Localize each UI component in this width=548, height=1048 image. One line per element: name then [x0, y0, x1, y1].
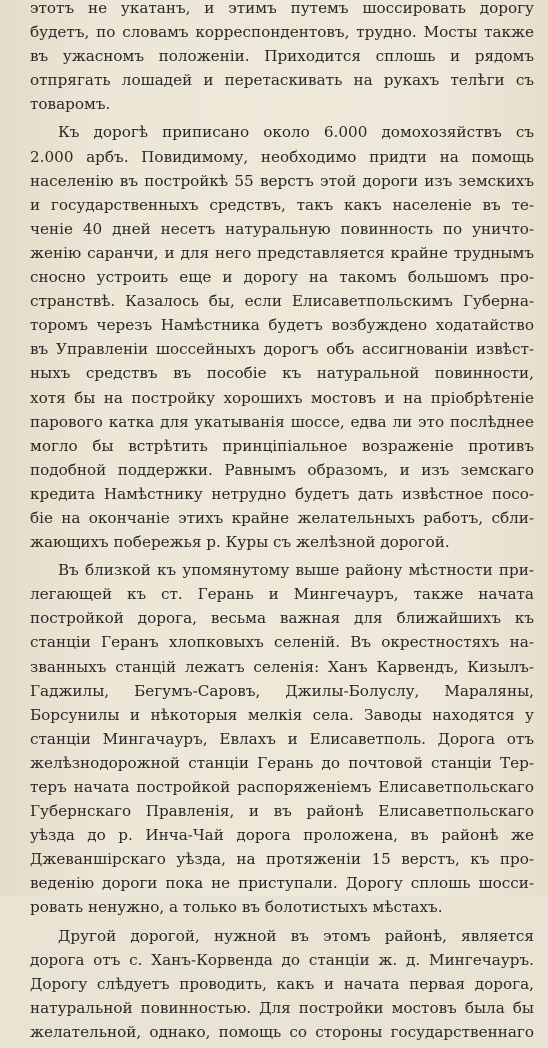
text-line: Дорогу слѣдуетъ проводить, какъ и начата первая дорога,: [30, 974, 534, 993]
text-line: веденiю дороги пока не приступали. Дорогу сплошь шосси-: [30, 874, 534, 893]
text-line: въ ужасномъ положенiи. Приходится сплошь и рядомъ: [30, 47, 534, 66]
text-line: желательной, однако, помощь со стороны государственнаго: [30, 1022, 534, 1041]
text-line: отпрягать лошадей и перетаскивать на рукахъ телѣги съ: [30, 71, 534, 90]
text-line: желѣзнодорожной станцiи Герань до почтовой станцiи Тер-: [30, 753, 534, 772]
paragraph-4: [30, 924, 534, 1044]
text-line: этотъ не укатанъ, и этимъ путемъ шоссировать дорогу: [30, 0, 534, 17]
text-line: женiю саранчи, и для него представляется крайне труднымъ: [30, 243, 534, 262]
text-line: населенiю въ постройкѣ 55 верстъ этой дороги изъ земскихъ: [30, 171, 534, 190]
text-line: въ Управленiи шоссейныхъ дорогъ объ ассигнованiи извѣст-: [30, 340, 534, 359]
text-line: ныхъ средствъ въ пособiе къ натуральной повинности,: [30, 364, 534, 383]
text-line: и государственныхъ средствъ, такъ какъ населенiе въ те-: [30, 195, 534, 214]
text-line: жающихъ побережья р. Куры съ желѣзной дорогой.: [30, 533, 450, 552]
text-line: торомъ черезъ Намѣстника будетъ возбуждено ходатайство: [30, 316, 534, 335]
text-line: бiе на окончанiе этихъ крайне желательныхъ работъ, сбли-: [30, 508, 534, 527]
text-line: сносно устроить еще и дорогу на такомъ большомъ про-: [30, 268, 534, 287]
text-line: Джеваншірскаго уѣзда, на протяженiи 15 верстъ, къ про-: [30, 850, 534, 869]
text-line: Къ дорогѣ приписано около 6.000 домохозяйствъ съ: [58, 123, 534, 142]
text-line: Другой дорогой, нужной въ этомъ районѣ, является: [58, 926, 534, 945]
text-line: Въ близкой къ упомянутому выше району мѣстности при-: [58, 561, 534, 580]
text-line: натуральной повинностью. Для постройки мостовъ была бы: [30, 998, 534, 1017]
text-line: станцiи Мингачауръ, Евлахъ и Елисаветполь. Дорога отъ: [30, 729, 534, 748]
text-line: теръ начата постройкой распоряженiемъ Елисаветпольскаго: [30, 778, 534, 796]
text-line: странствѣ. Казалось бы, если Елисаветпольскимъ Губерна-: [30, 292, 534, 311]
paragraph-2: [30, 120, 534, 554]
text-line: Губернскаго Правленiя, и въ районѣ Елисаветпольскаго: [30, 802, 534, 821]
text-line: постройкой дорога, весьма важная для ближайшихъ къ: [30, 609, 534, 628]
text-line: дорога отъ с. Ханъ-Корвенда до станцiи ж. д. Мингечауръ.: [30, 950, 534, 969]
text-line: легающей къ ст. Герань и Мингечауръ, также начата: [30, 585, 534, 604]
text-line: товаромъ.: [30, 95, 111, 114]
text-line: хотя бы на постройку хорошихъ мостовъ и на прiобрѣтенiе: [30, 388, 534, 407]
text-line: парового катка для укатыванiя шоссе, едва ли это послѣднее: [30, 412, 534, 431]
text-line: 2.000 арбъ. Повидимому, необходимо придти на помощь: [30, 147, 534, 166]
text-line: Гаджилы, Бегумъ-Саровъ, Джилы-Болуслу, Мараляны,: [30, 681, 534, 700]
paragraph-3: [30, 558, 534, 919]
text-line: званныхъ станцiй лежатъ селенiя: Ханъ Карвендъ, Кизылъ-: [30, 657, 534, 676]
text-line: уѣзда до р. Инча-Чай дорога проложена, въ районѣ же: [30, 826, 534, 845]
text-line: Борсунилы и нѣкоторыя мелкiя села. Заводы находятся у: [30, 705, 534, 724]
text-line: ченiе 40 дней несетъ натуральную повинность по уничто-: [30, 219, 534, 238]
text-line: станцiи Геранъ хлопковыхъ селенiй. Въ окрестностяхъ на-: [30, 633, 534, 652]
text-line: ровать ненужно, а только въ болотистыхъ мѣстахъ.: [30, 898, 443, 917]
text-line: подобной поддержки. Равнымъ образомъ, и изъ земскаго: [30, 460, 534, 479]
text-line: могло бы встрѣтить принцiпiальное возраженiе противъ: [30, 436, 534, 455]
text-line: кредита Намѣстнику нетрудно будетъ дать извѣстное посо-: [30, 484, 534, 503]
text-line: будетъ, по словамъ корреспондентовъ, трудно. Мосты также: [30, 23, 534, 42]
paragraph-1: [30, 0, 534, 116]
